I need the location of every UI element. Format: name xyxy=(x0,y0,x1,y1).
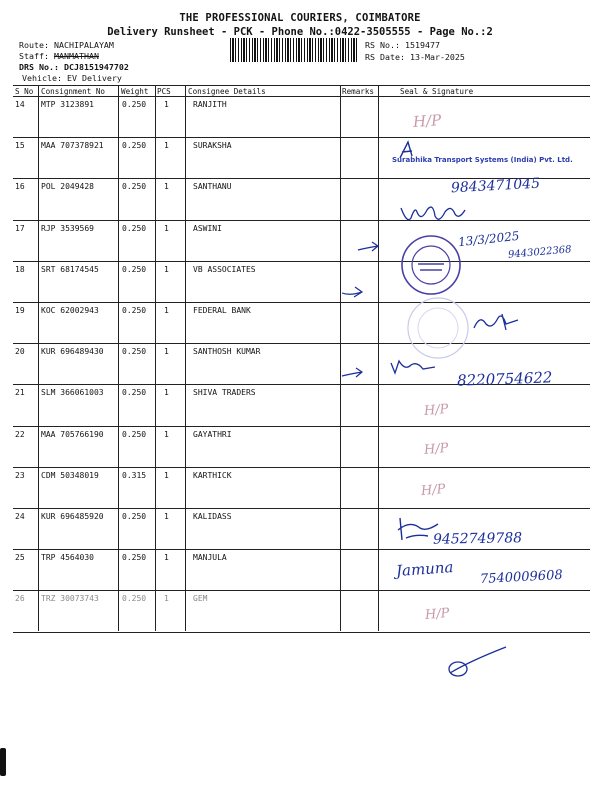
vehicle-value: EV Delivery xyxy=(66,73,122,83)
drs-line xyxy=(19,62,129,73)
row-consignment-no: TRP 4564030 xyxy=(41,553,94,563)
row23-hp-mark: H/P xyxy=(420,481,447,500)
row-weight: 0.250 xyxy=(122,264,147,274)
row-consignment-no: CDM 50348019 xyxy=(41,470,99,480)
col-header-consignment: Consignment No xyxy=(41,87,106,96)
row15-company-stamp: Surabhika Transport Systems (India) Pvt. Ltd. xyxy=(392,156,573,164)
drs-label: DRS No.: xyxy=(19,62,59,72)
row-pcs: 1 xyxy=(164,223,169,233)
row-pcs: 1 xyxy=(164,182,169,192)
row-weight: 0.250 xyxy=(122,141,147,151)
row25-phone: 7540009608 xyxy=(479,567,564,588)
row16-phone: 9843471045 xyxy=(450,175,541,197)
col-header-seal-signature: Seal & Signature xyxy=(400,87,474,96)
rs-date-line xyxy=(365,52,465,63)
row26-hp-mark: H/P xyxy=(424,605,451,624)
row-consignee: SANTHANU xyxy=(193,182,232,192)
row-consignment-no: KOC 62002943 xyxy=(41,306,99,315)
row-weight: 0.250 xyxy=(122,553,147,563)
row-consignee: ASWINI xyxy=(193,223,222,233)
col-header-remarks: Remarks xyxy=(342,87,375,96)
row-sno: 17 xyxy=(15,223,25,233)
row-weight: 0.250 xyxy=(122,512,147,521)
row-sno: 21 xyxy=(15,388,25,398)
drs-value: DCJ8151947702 xyxy=(63,62,129,72)
row-sno: 19 xyxy=(15,306,25,315)
route-line xyxy=(19,40,114,51)
row-consignee: VB ASSOCIATES xyxy=(193,264,256,274)
row-sno: 15 xyxy=(15,141,25,151)
row20-signature xyxy=(389,357,439,377)
row-pcs: 1 xyxy=(164,264,169,274)
row-sno: 24 xyxy=(15,512,25,521)
row-pcs: 1 xyxy=(164,470,169,480)
row-weight: 0.250 xyxy=(122,594,147,604)
row25-name: Jamuna xyxy=(395,558,455,580)
row-sno: 22 xyxy=(15,429,25,439)
faded-round-seal xyxy=(406,296,470,360)
round-seal xyxy=(400,234,462,296)
rs-no-label: RS No.: xyxy=(365,40,400,50)
row-weight: 0.250 xyxy=(122,306,147,315)
company-title: THE PROFESSIONAL COURIERS, COIMBATORE xyxy=(179,12,421,24)
row-pcs: 1 xyxy=(164,594,169,604)
row20-phone: 8220754622 xyxy=(456,368,553,390)
row-sno: 16 xyxy=(15,182,25,192)
col-header-sno: S No xyxy=(15,87,34,96)
row17-phone: 9443022368 xyxy=(507,244,572,261)
row-consignee: KARTHICK xyxy=(193,470,232,480)
row-consignment-no: POL 2049428 xyxy=(41,182,94,192)
row20-arrow xyxy=(340,366,366,382)
row-consignee: GAYATHRI xyxy=(193,429,232,439)
runsheet-subtitle: Delivery Runsheet - PCK - Phone No.:0422-3505555 - Page No.:2 xyxy=(107,26,493,38)
row-consignment-no: KUR 696489430 xyxy=(41,347,104,357)
row-consignee: FEDERAL BANK xyxy=(193,306,251,315)
row-consignment-no: SRT 68174545 xyxy=(41,264,99,274)
row-pcs: 1 xyxy=(164,141,169,151)
row-consignee: MANJULA xyxy=(193,553,227,563)
row-weight: 0.250 xyxy=(122,223,147,233)
row17-arrow xyxy=(356,240,382,256)
row-pcs: 1 xyxy=(164,553,169,563)
staff-line xyxy=(19,51,99,62)
row-weight: 0.250 xyxy=(122,429,147,439)
row-pcs: 1 xyxy=(164,100,169,109)
scan-edge-mark xyxy=(0,748,6,776)
row-consignee: KALIDASS xyxy=(193,512,232,521)
vehicle-label: Vehicle: xyxy=(22,73,62,83)
row24-phone: 9452749788 xyxy=(432,530,523,548)
row-weight: 0.250 xyxy=(122,182,147,192)
row-consignee: SHIVA TRADERS xyxy=(193,388,256,398)
vehicle-line xyxy=(22,73,122,84)
row19-signature xyxy=(472,310,522,332)
row-weight: 0.250 xyxy=(122,100,147,109)
row-consignment-no: TRZ 30073743 xyxy=(41,594,99,604)
row-sno: 25 xyxy=(15,553,25,563)
staff-label: Staff: xyxy=(19,51,49,61)
row-sno: 20 xyxy=(15,347,25,357)
row-weight: 0.250 xyxy=(122,347,147,357)
row-pcs: 1 xyxy=(164,347,169,357)
staff-value: MANMATHAN xyxy=(53,51,99,61)
row-pcs: 1 xyxy=(164,388,169,398)
row-sno: 26 xyxy=(15,594,25,604)
row18-arrow xyxy=(340,284,366,300)
route-label: Route: xyxy=(19,40,49,50)
row-sno: 23 xyxy=(15,470,25,480)
route-value: NACHIPALAYAM xyxy=(53,40,114,50)
row16-signature xyxy=(399,198,469,228)
row-weight: 0.250 xyxy=(122,388,147,398)
col-header-weight: Weight xyxy=(121,87,149,96)
row17-date: 13/3/2025 xyxy=(457,228,521,250)
row-consignee: SURAKSHA xyxy=(193,141,232,151)
row-consignment-no: SLM 366061003 xyxy=(41,388,104,398)
row-weight: 0.315 xyxy=(122,470,147,480)
row-consignment-no: MAA 705766190 xyxy=(41,429,104,439)
row22-hp-mark: H/P xyxy=(423,440,450,459)
row-pcs: 1 xyxy=(164,512,169,521)
col-header-pcs: PCS xyxy=(157,87,171,96)
row-consignment-no: MTP 3123891 xyxy=(41,100,94,109)
row21-hp-mark: H/P xyxy=(423,401,450,420)
col-header-consignee: Consignee Details xyxy=(188,87,266,96)
row-pcs: 1 xyxy=(164,306,169,315)
row-consignee: SANTHOSH KUMAR xyxy=(193,347,261,357)
rs-no-value: 1519477 xyxy=(404,40,440,50)
row-consignee: GEM xyxy=(193,594,208,604)
row-sno: 18 xyxy=(15,264,25,274)
rs-date-value: 13-Mar-2025 xyxy=(409,52,465,62)
rs-no-line xyxy=(365,40,440,51)
row-pcs: 1 xyxy=(164,429,169,439)
row-sno: 14 xyxy=(15,100,25,109)
row-consignee: RANJITH xyxy=(193,100,227,109)
barcode xyxy=(230,38,358,62)
row14-hp-mark: H/P xyxy=(412,111,442,131)
row-consignment-no: MAA 707378921 xyxy=(41,141,104,151)
bottom-signature xyxy=(440,643,510,683)
row-consignment-no: KUR 696485920 xyxy=(41,512,104,521)
rs-date-label: RS Date: xyxy=(365,52,405,62)
row-consignment-no: RJP 3539569 xyxy=(41,223,94,233)
